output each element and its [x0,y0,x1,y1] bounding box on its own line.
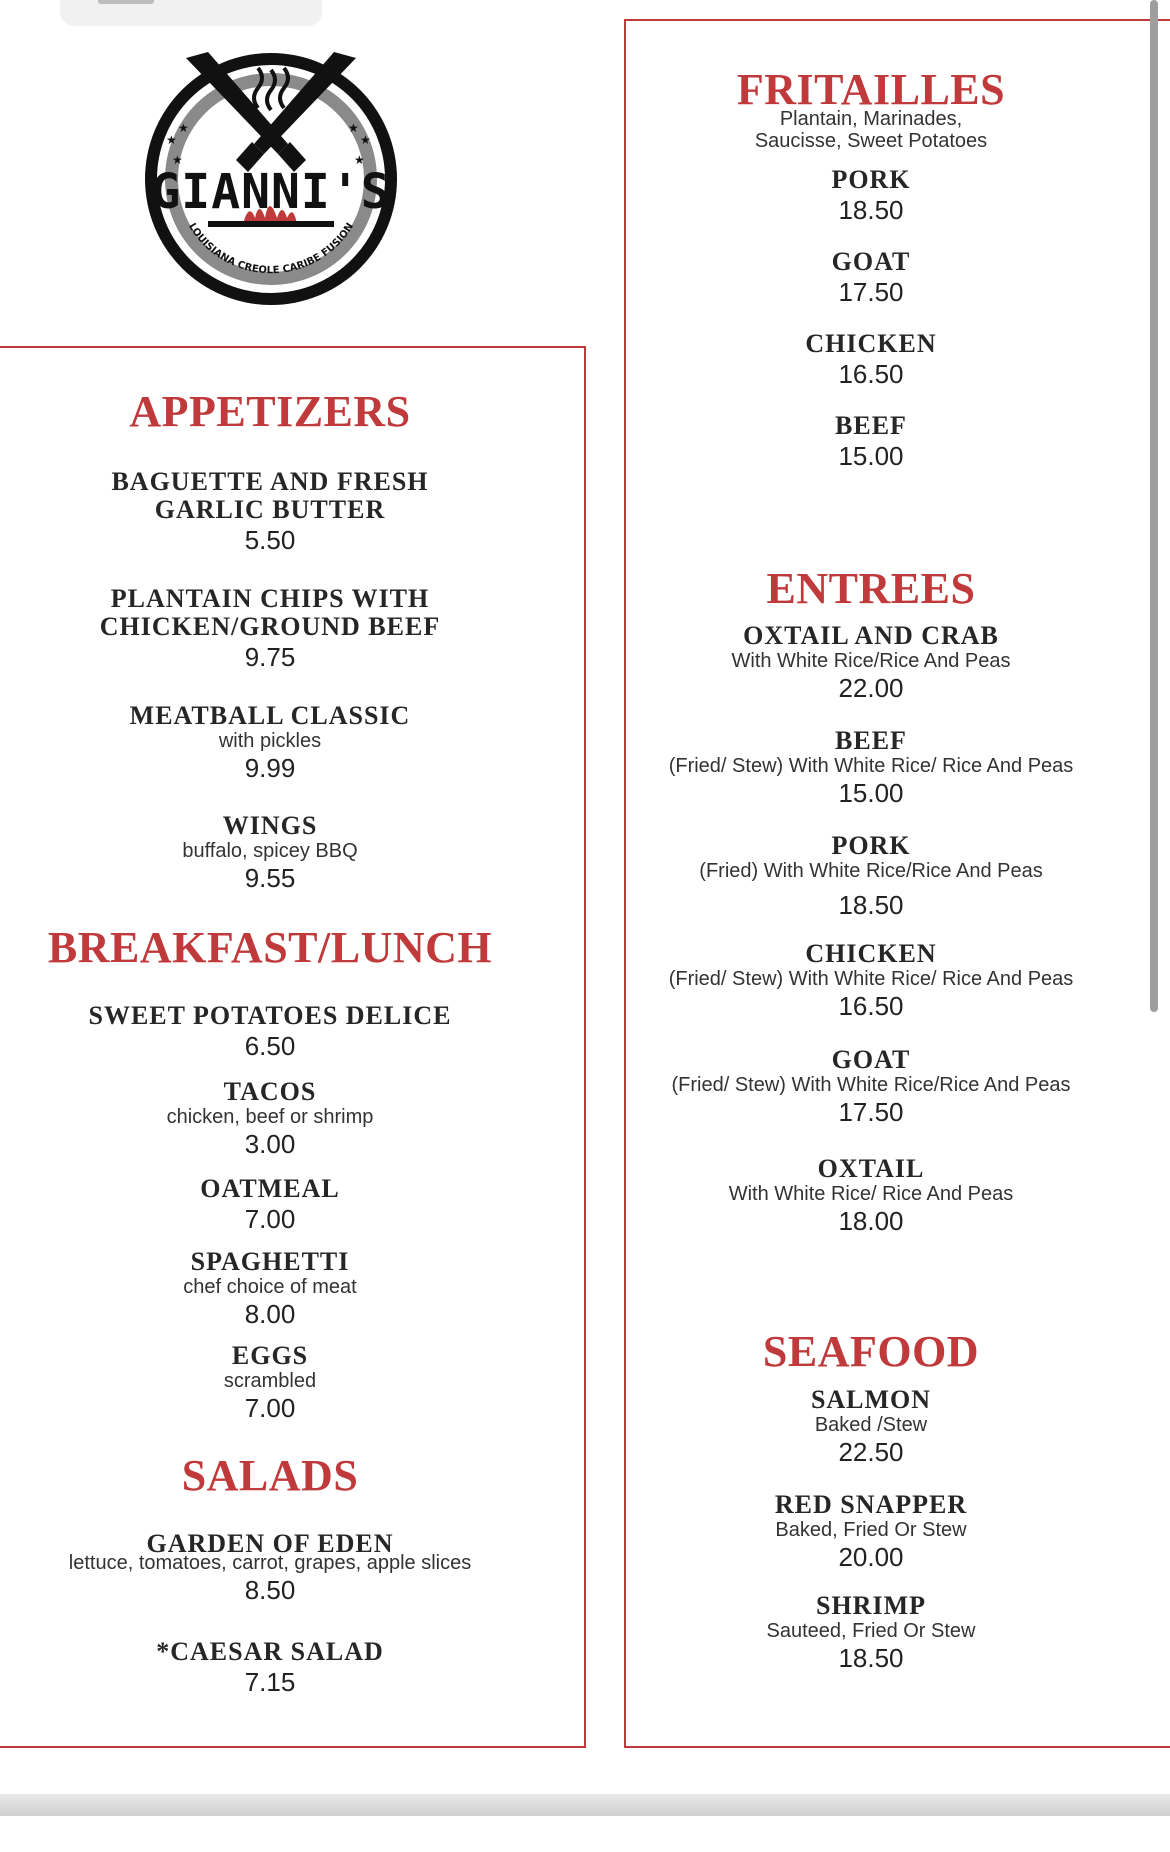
item-name: SWEET POTATOES DELICE [88,1001,452,1030]
subtitle-line: Plantain, Marinades, [779,108,963,130]
menu-item [664,412,1078,471]
item-name: GOAT [831,1045,911,1074]
item-name: OXTAIL AND CRAB [743,621,999,650]
menu-item [664,940,1078,1021]
svg-text:GIANNI'S: GIANNI'S [151,164,391,220]
salads-heading: SALADS [181,1451,359,1500]
item-price: 7.00 [244,1204,296,1234]
item-price: 7.00 [244,1393,296,1423]
menu-item [0,1002,540,1061]
item-price: 18.00 [838,1206,904,1236]
menu-item [664,330,1078,389]
svg-text:★: ★ [360,133,371,147]
item-description: buffalo, spicey BBQ [182,840,358,862]
breakfast-lunch-heading: BREAKFAST/LUNCH [47,923,493,972]
svg-text:★: ★ [166,133,177,147]
left-menu-column [0,0,540,1852]
menu-item [664,832,1078,920]
item-description: (Fried/ Stew) With White Rice/ Rice And Peas [668,968,1074,990]
menu-item [664,1046,1078,1127]
seafood-heading: SEAFOOD [762,1327,980,1376]
item-price: 17.50 [838,1097,904,1127]
menu-item [664,166,1078,225]
item-price: 18.50 [838,195,904,225]
svg-text:★: ★ [354,153,365,167]
item-name: SALMON [810,1385,932,1414]
item-name: TACOS [223,1077,317,1106]
item-price: 8.50 [244,1575,296,1605]
menu-item [0,1078,540,1159]
item-description: Baked, Fried Or Stew [775,1519,967,1541]
item-name: BEEF [835,411,907,440]
item-description: (Fried) With White Rice/Rice And Peas [699,860,1043,882]
item-description: Sauteed, Fried Or Stew [766,1620,976,1642]
svg-text:★: ★ [172,153,183,167]
item-price: 18.50 [838,1643,904,1673]
menu-item [664,248,1078,307]
item-price: 22.00 [838,673,904,703]
svg-text:LOUISIANA CREOLE CARIBE FUSION: LOUISIANA CREOLE CARIBE FUSION [186,221,356,277]
entrees-heading: ENTREES [766,564,976,613]
menu-item [0,1638,540,1697]
appetizers-heading: APPETIZERS [129,387,411,436]
item-description: Baked /Stew [814,1414,928,1436]
item-price: 17.50 [838,277,904,307]
item-price: 7.15 [244,1667,296,1697]
item-price: 9.99 [244,753,296,783]
item-name: MEATBALL CLASSIC [129,701,411,730]
item-name: GARDEN OF EDEN [146,1529,394,1558]
svg-text:★: ★ [348,121,359,135]
menu-item [664,1155,1078,1236]
item-name: PLANTAIN CHIPS WITH [110,584,430,613]
item-description: With White Rice/ Rice And Peas [728,1183,1014,1205]
menu-item [0,1342,540,1423]
item-description: scrambled [223,1370,317,1392]
menu-item [664,622,1078,703]
item-name: BAGUETTE AND FRESH [111,467,429,496]
item-price: 22.50 [838,1437,904,1467]
item-price: 3.00 [244,1129,296,1159]
item-price: 9.55 [244,863,296,893]
menu-item [0,812,540,893]
fritailles-heading: FRITAILLES [736,65,1006,114]
item-name: CHICKEN [805,939,937,968]
vertical-scrollbar[interactable] [1150,0,1158,1012]
item-price: 15.00 [838,441,904,471]
menu-item [0,1530,540,1605]
item-name: OATMEAL [200,1174,340,1203]
menu-item [664,1386,1078,1467]
menu-item [664,1491,1078,1572]
item-price: 5.50 [244,525,296,555]
menu-item [0,1175,540,1234]
menu-item [0,585,540,672]
item-price: 15.00 [838,778,904,808]
item-price: 16.50 [838,991,904,1021]
item-name: SHRIMP [816,1591,926,1620]
item-name: GARLIC BUTTER [154,495,386,524]
item-name: GOAT [831,247,911,276]
menu-item [664,1592,1078,1673]
bottom-toolbar-edge [0,1794,1170,1816]
item-name: PORK [831,165,911,194]
item-name: CHICKEN [805,329,937,358]
item-description: lettuce, tomatoes, carrot, grapes, apple slices [68,1552,472,1574]
item-name: RED SNAPPER [774,1490,968,1519]
item-price: 16.50 [838,359,904,389]
item-description: chef choice of meat [183,1276,357,1298]
item-name: PORK [831,831,911,860]
item-description: with pickles [218,730,322,752]
item-price: 20.00 [838,1542,904,1572]
menu-item [664,727,1078,808]
menu-item [0,702,540,783]
section-subtitle [664,108,1078,152]
item-price: 18.50 [838,890,904,920]
item-name: CHICKEN/GROUND BEEF [99,612,441,641]
right-menu-column [624,0,1170,1852]
item-price: 9.75 [244,642,296,672]
menu-item [0,468,540,555]
svg-text:★: ★ [178,121,189,135]
subtitle-line: Saucisse, Sweet Potatoes [754,130,988,152]
item-name: EGGS [231,1341,309,1370]
item-name: OXTAIL [817,1154,925,1183]
item-description: (Fried/ Stew) With White Rice/ Rice And Peas [668,755,1074,777]
item-price: 8.00 [244,1299,296,1329]
item-description: chicken, beef or shrimp [166,1106,374,1128]
item-name: WINGS [222,811,318,840]
item-name: SPAGHETTI [190,1247,350,1276]
item-name: *CAESAR SALAD [156,1637,384,1666]
item-description: With White Rice/Rice And Peas [731,650,1011,672]
item-name: BEEF [835,726,907,755]
menu-item [0,1248,540,1329]
item-price: 6.50 [244,1031,296,1061]
item-description: (Fried/ Stew) With White Rice/Rice And Peas [671,1074,1071,1096]
